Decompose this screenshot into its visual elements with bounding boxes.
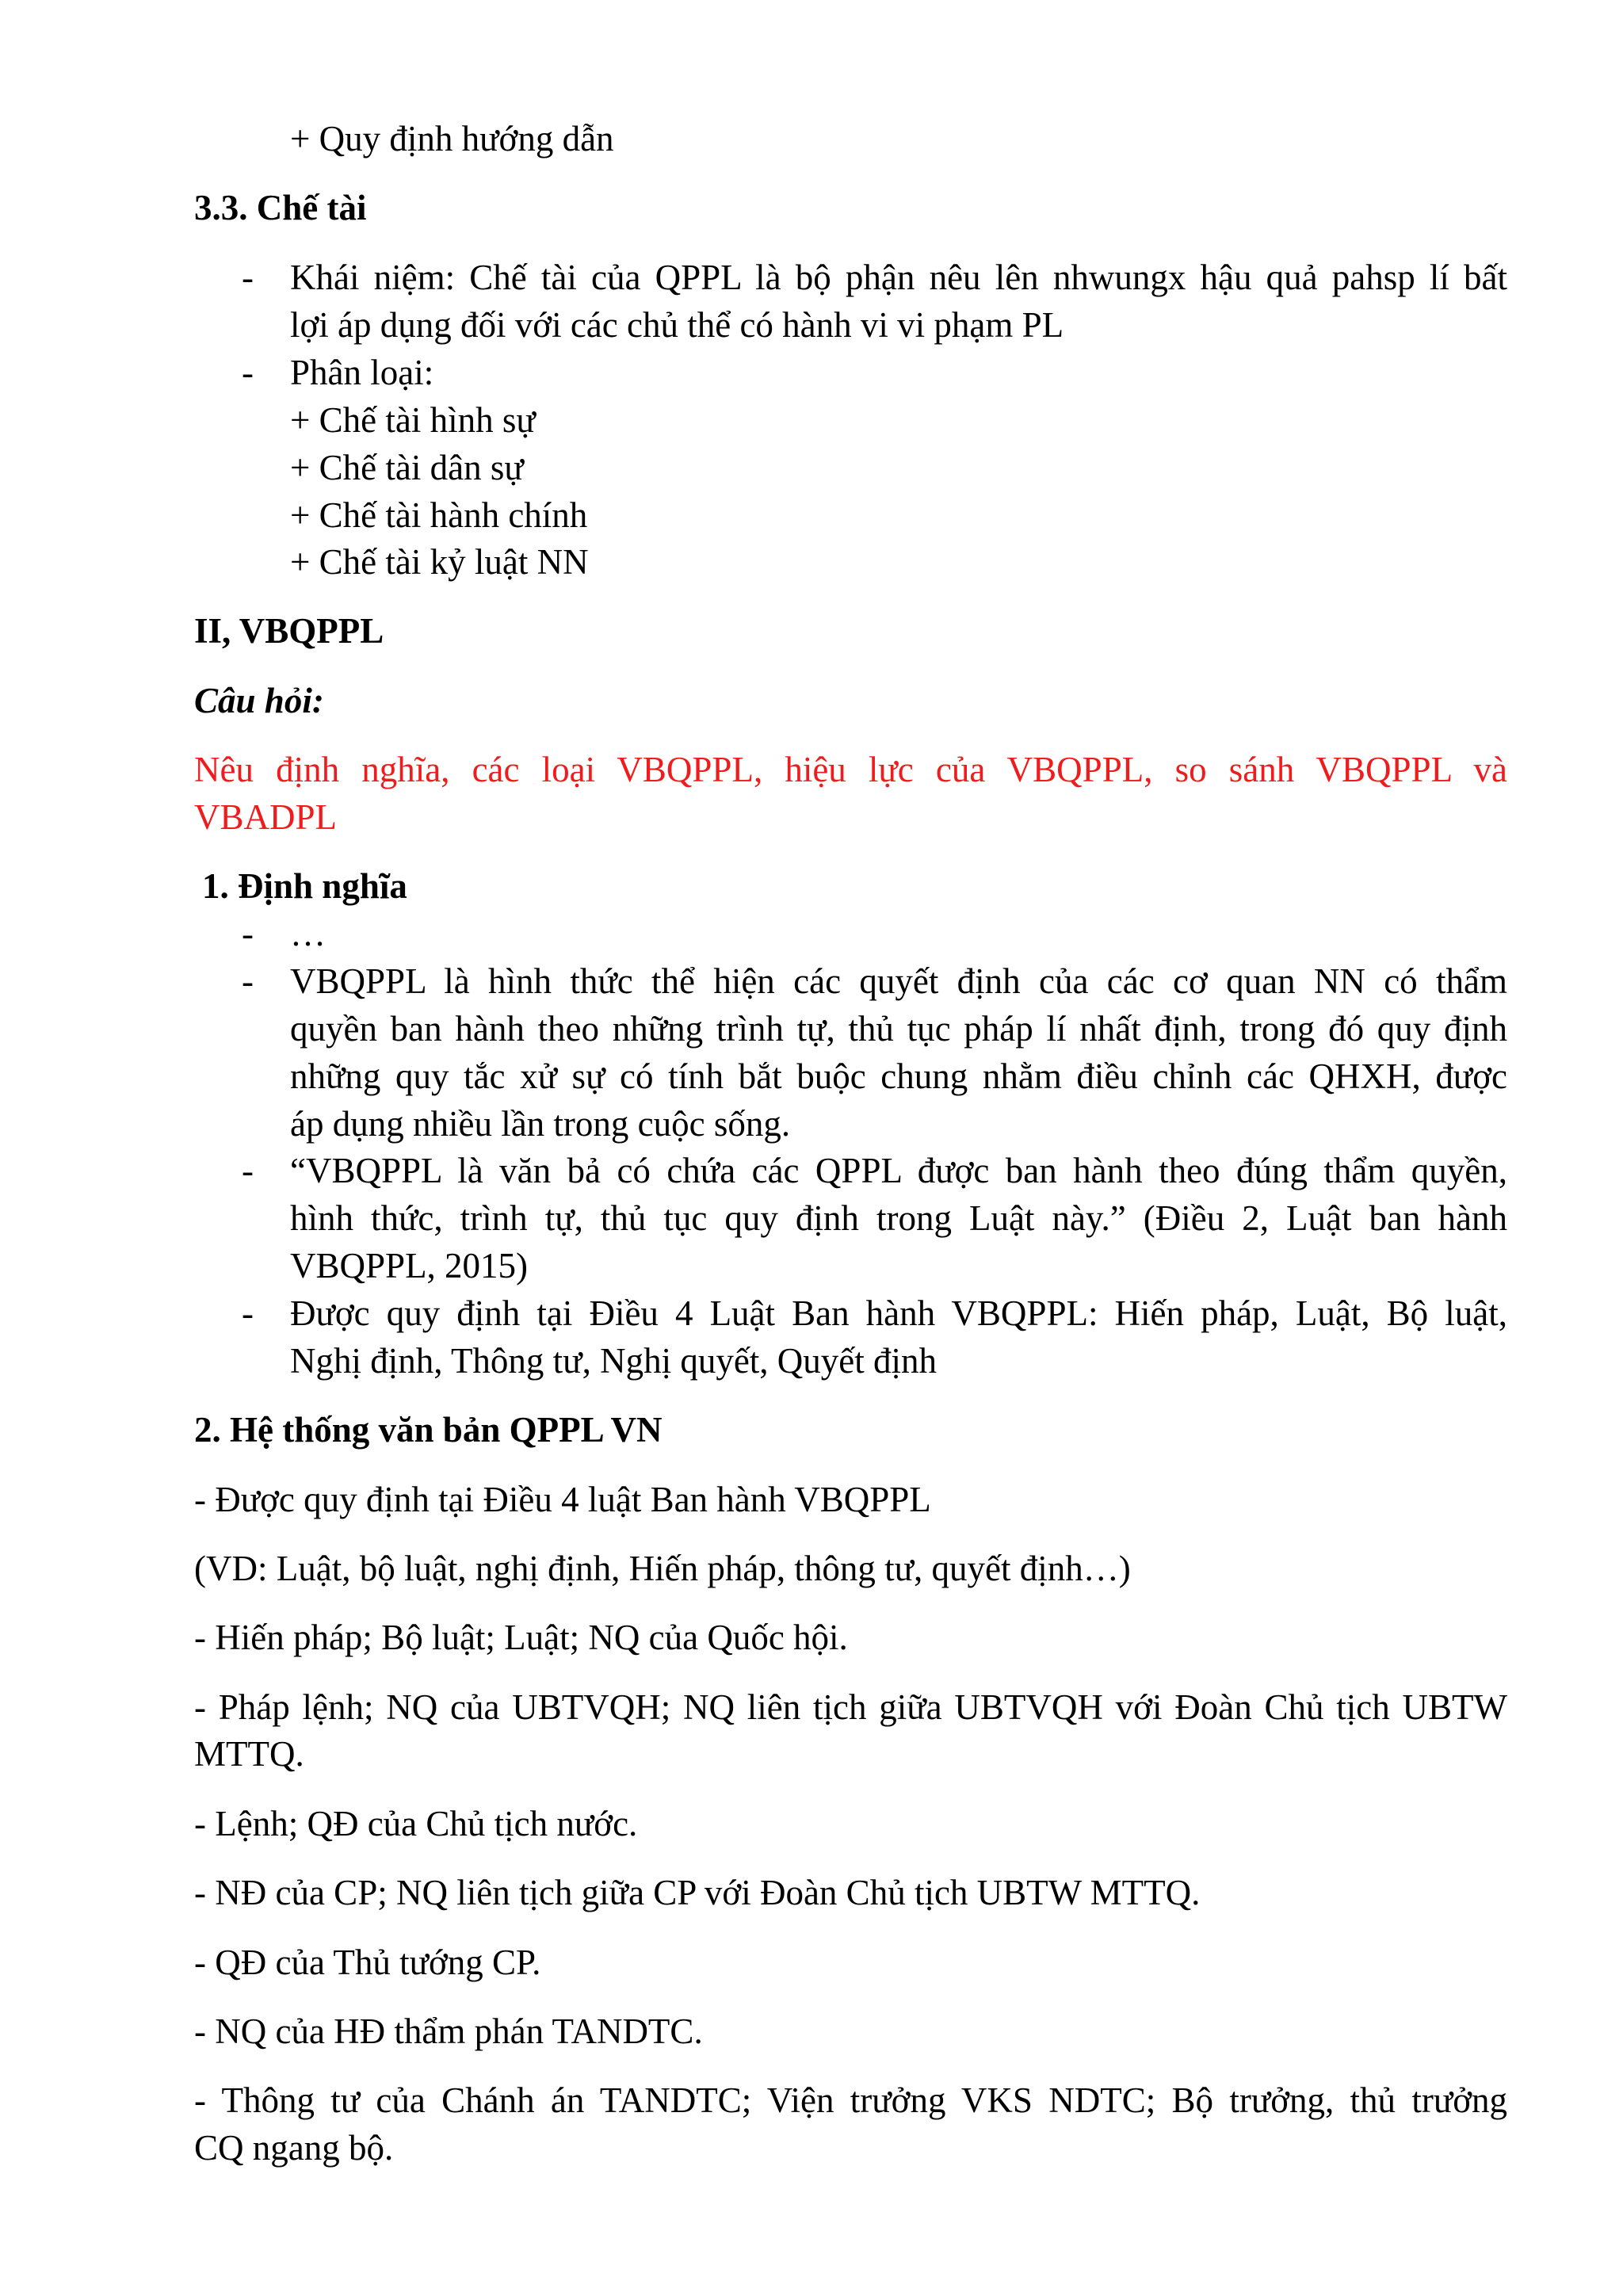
paragraph-line: - Pháp lệnh; NQ của UBTVQH; NQ liên tịch giữa UBTVQH với Đoàn Chủ tịch UBTW — [194, 1687, 1507, 1727]
paragraph-line: áp dụng nhiều lần trong cuộc sống. — [290, 1104, 791, 1144]
paragraph: - NĐ của CP; NQ liên tịch giữa CP với Đoàn Chủ tịch UBTW MTTQ. — [194, 1873, 1201, 1912]
paragraph-line: VBQPPL, 2015) — [290, 1246, 529, 1286]
paragraph: - Lệnh; QĐ của Chủ tịch nước. — [194, 1804, 638, 1843]
paragraph: (VD: Luật, bộ luật, nghị định, Hiến pháp, thông tư, quyết định…) — [194, 1549, 1131, 1588]
paragraph-line: hình thức, trình tự, thủ tục quy định trong Luật này.” (Điều 2, Luật ban hành — [290, 1198, 1507, 1238]
section-heading: 1. Định nghĩa — [202, 866, 407, 906]
paragraph-line: VBQPPL là hình thức thể hiện các quyết định của các cơ quan NN có thẩm — [290, 961, 1507, 1001]
list-item: + Chế tài hành chính — [290, 495, 588, 535]
list-item: Phân loại: — [290, 353, 434, 392]
paragraph-line: Được quy định tại Điều 4 Luật Ban hành VBQPPL: Hiến pháp, Luật, Bộ luật, — [290, 1293, 1507, 1333]
section-heading: 3.3. Chế tài — [194, 188, 367, 227]
list-item: + Quy định hướng dẫn — [290, 119, 614, 159]
section-heading: 2. Hệ thống văn bản QPPL VN — [194, 1410, 663, 1450]
bullet-dash: - — [242, 258, 254, 297]
bullet-dash: - — [242, 1293, 254, 1333]
paragraph: - Được quy định tại Điều 4 luật Ban hành VBQPPL — [194, 1480, 931, 1519]
paragraph-line: - Thông tư của Chánh án TANDTC; Viện trưởng VKS NDTC; Bộ trưởng, thủ trưởng — [194, 2080, 1507, 2120]
question-text: VBADPL — [194, 797, 338, 837]
paragraph: - Hiến pháp; Bộ luật; Luật; NQ của Quốc hội. — [194, 1618, 848, 1657]
list-item: + Chế tài kỷ luật NN — [290, 542, 589, 582]
bullet-dash: - — [242, 1151, 254, 1190]
list-item: + Chế tài hình sự — [290, 400, 536, 440]
paragraph-line: những quy tắc xử sự có tính bắt buộc chung nhằm điều chỉnh các QHXH, được — [290, 1056, 1507, 1096]
paragraph-line: lợi áp dụng đối với các chủ thể có hành vi vi phạm PL — [290, 305, 1064, 345]
bullet-dash: - — [242, 353, 254, 392]
list-item: + Chế tài dân sự — [290, 448, 524, 487]
paragraph-line: “VBQPPL là văn bả có chứa các QPPL được ban hành theo đúng thẩm quyền, — [290, 1151, 1507, 1190]
list-item: … — [290, 914, 326, 953]
paragraph: - NQ của HĐ thẩm phán TANDTC. — [194, 2011, 703, 2051]
bullet-dash: - — [242, 961, 254, 1001]
paragraph-line: MTTQ. — [194, 1734, 304, 1774]
question-text: Nêu định nghĩa, các loại VBQPPL, hiệu lực của VBQPPL, so sánh VBQPPL và — [194, 750, 1507, 789]
paragraph: - QĐ của Thủ tướng CP. — [194, 1943, 541, 1982]
paragraph-line: CQ ngang bộ. — [194, 2128, 394, 2168]
paragraph-line: Nghị định, Thông tư, Nghị quyết, Quyết định — [290, 1341, 938, 1381]
question-label: Câu hỏi: — [194, 681, 324, 720]
paragraph-line: quyền ban hành theo những trình tự, thủ tục pháp lí nhất định, trong đó quy định — [290, 1009, 1507, 1049]
bullet-dash: - — [242, 914, 254, 953]
section-heading: II, VBQPPL — [194, 611, 384, 651]
paragraph-line: Khái niệm: Chế tài của QPPL là bộ phận nêu lên nhwungx hậu quả pahsp lí bất — [290, 258, 1507, 297]
